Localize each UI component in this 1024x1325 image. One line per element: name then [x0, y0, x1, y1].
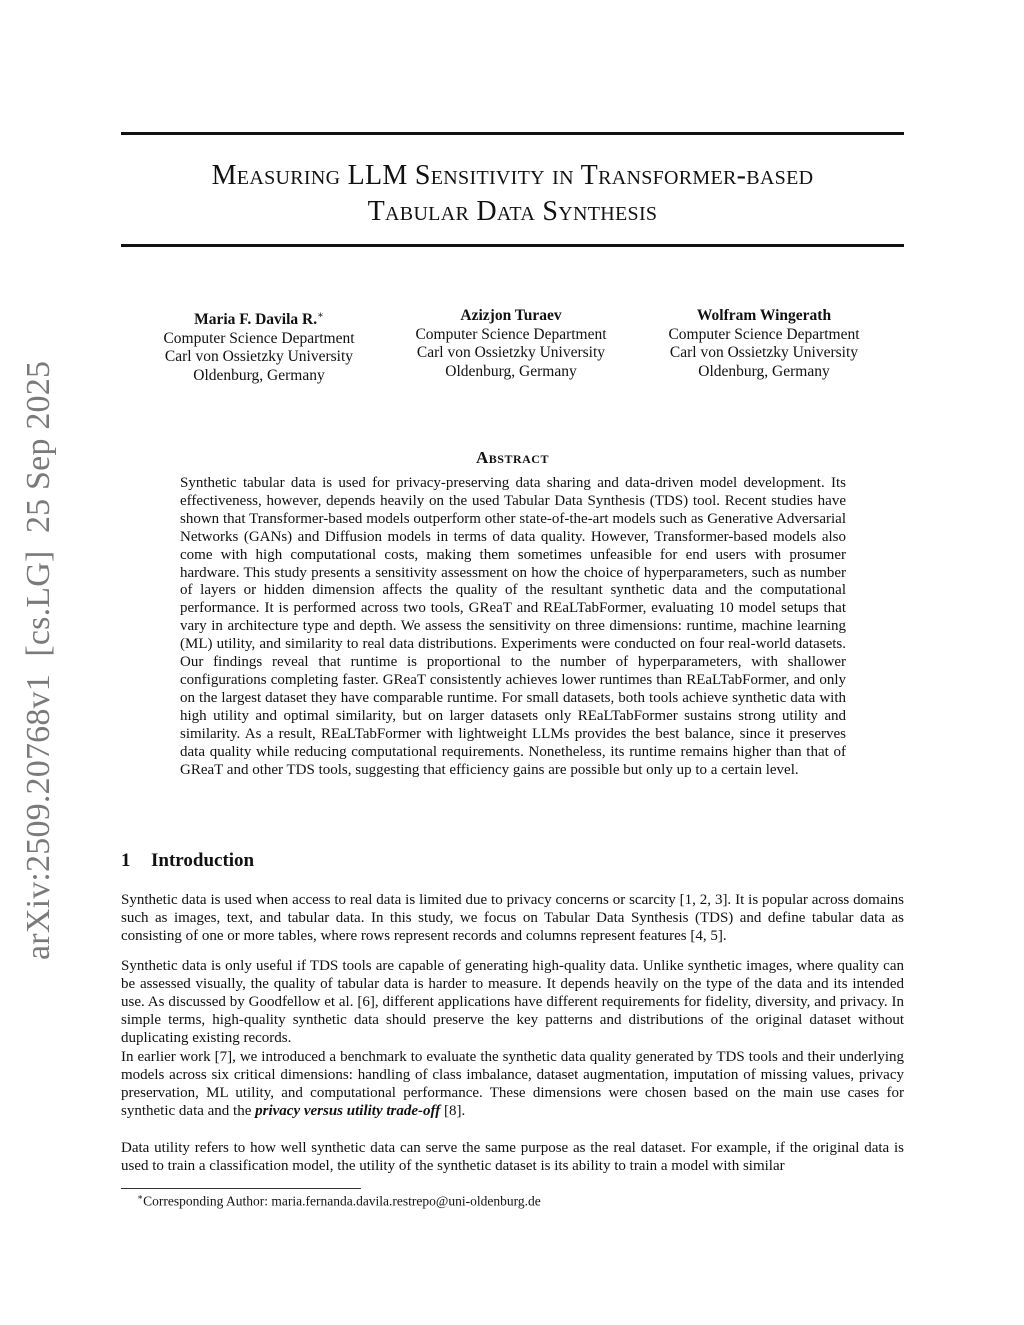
paragraph-3-text: In earlier work [7], we introduced a benchmark to evaluate the synthetic data quality generated by TDS tools and their underlying models across six critical dimensions: handling of class imbalance, dataset augmentation, imputation of missing values, privacy preservation, ML utility, and computational performance. These dimensions were chosen based on the main use cases for synthetic data and the [121, 1049, 904, 1119]
footnote [137, 1192, 541, 1210]
author-name: Azizjon Turaev [460, 307, 562, 324]
paragraph-3 [121, 1049, 904, 1121]
author-location: Oldenburg, Germany [698, 362, 830, 380]
author-location: Oldenburg, Germany [193, 366, 325, 384]
paragraph-1: Synthetic data is used when access to real data is limited due to privacy concerns or scarcity [1, 2, 3]. It is popular across domains such as images, text, and tabular data. In this study, we focus on Tabular Data Synthesis (TDS) and define tabular data as consisting of one or more tables, where rows represent records and columns represent features [4, 5]. [121, 892, 904, 944]
author-department: Computer Science Department [668, 325, 860, 343]
title-line-2: Tabular Data Synthesis [367, 196, 658, 227]
author-university: Carl von Ossietzky University [416, 344, 606, 361]
author-location: Oldenburg, Germany [445, 362, 577, 380]
corresponding-mark: ∗ [317, 310, 324, 321]
footnote-mark: ∗ [137, 1192, 144, 1202]
abstract-text: Synthetic tabular data is used for privacy-preserving data sharing and data-driven model development. Its effectiveness, however, depends heavily on the used Tabular Data Synthesis (TDS) tool. Recent studies have shown that Transformer-based models outperform other state-of-the-art models such as Generative Adversarial Networks (GANs) and Diffusion models in terms of data quality. However, Transformer-based models also come with high computational costs, making them sometimes unfeasible for end users with prosumer hardware. This study presents a sensitivity assessment on how the choice of hyperparameters, such as number of layers or hidden dimension affects the quality of the resultant synthetic data and the computational performance. It is performed across two tools, GReaT and REaLTabFormer, evaluating 10 model setups that vary in architecture type and depth. We assess the sensitivity on three dimensions: runtime, machine learning (ML) utility, and similarity to real data distributions. Experiments were conducted on four real-world datasets. Our findings reveal that runtime is proportional to the number of hyperparameters, with shallower configurations completing faster. GReaT consistently achieves lower runtimes than REaLTabFormer, and only on the largest dataset they have comparable runtime. For small datasets, both tools achieve synthetic data with high utility and optimal similarity, but on larger datasets only REaLTabFormer sustains strong utility and similarity. As a result, REaLTabFormer with lightweight LLMs provides the best balance, since it preserves data quality while reducing computational requirements. Nonetheless, its runtime remains higher than that of GReaT and other TDS tools, suggesting that efficiency gains are possible but only up to a certain level. [180, 475, 846, 778]
footnote-text: Corresponding Author: maria.fernanda.davila.restrepo@uni-oldenburg.de [143, 1193, 541, 1209]
section-heading [121, 850, 254, 872]
footnote-rule [121, 1188, 361, 1189]
abstract-heading: Abstract [476, 448, 549, 467]
author-2 [381, 307, 641, 381]
author-department: Computer Science Department [415, 325, 607, 343]
paragraph-4: Data utility refers to how well synthetic data can serve the same purpose as the real dataset. For example, if the original data is used to train a classification model, the utility of the synthetic dataset is its ability to train a model with similar [121, 1140, 904, 1174]
author-name: Maria F. Davila R. [194, 311, 318, 329]
title-top-rule [121, 132, 904, 135]
author-3 [634, 307, 894, 381]
paper-title [121, 158, 904, 230]
section-number: 1 [121, 850, 131, 871]
paragraph-3-citation: [8]. [440, 1102, 466, 1119]
title-bottom-rule [121, 244, 904, 247]
author-university: Carl von Ossietzky University [669, 344, 859, 361]
author-department: Computer Science Department [163, 329, 355, 347]
title-line-1: Measuring LLM Sensitivity in Transformer-based [211, 160, 814, 191]
author-1 [129, 307, 389, 385]
section-title: Introduction [151, 850, 255, 871]
emphasis-tradeoff: privacy versus utility trade-off [255, 1102, 441, 1119]
author-university: Carl von Ossietzky University [164, 348, 354, 366]
author-name: Wolfram Wingerath [696, 307, 832, 324]
paragraph-2: Synthetic data is only useful if TDS tools are capable of generating high-quality data. Unlike synthetic images, where quality can be assessed visually, the quality of tabular data is harder to measure. It depends heavily on the type of the data and its intended use. As discussed by Goodfellow et al. [6], different applications have different requirements for fidelity, diversity, and privacy. In simple terms, high-quality synthetic data should preserve the key patterns and distributions of the original dataset without duplicating existing records. [121, 958, 904, 1046]
arxiv-identifier: arXiv:2509.20768v1 [cs.LG] 25 Sep 2025 [20, 360, 57, 960]
